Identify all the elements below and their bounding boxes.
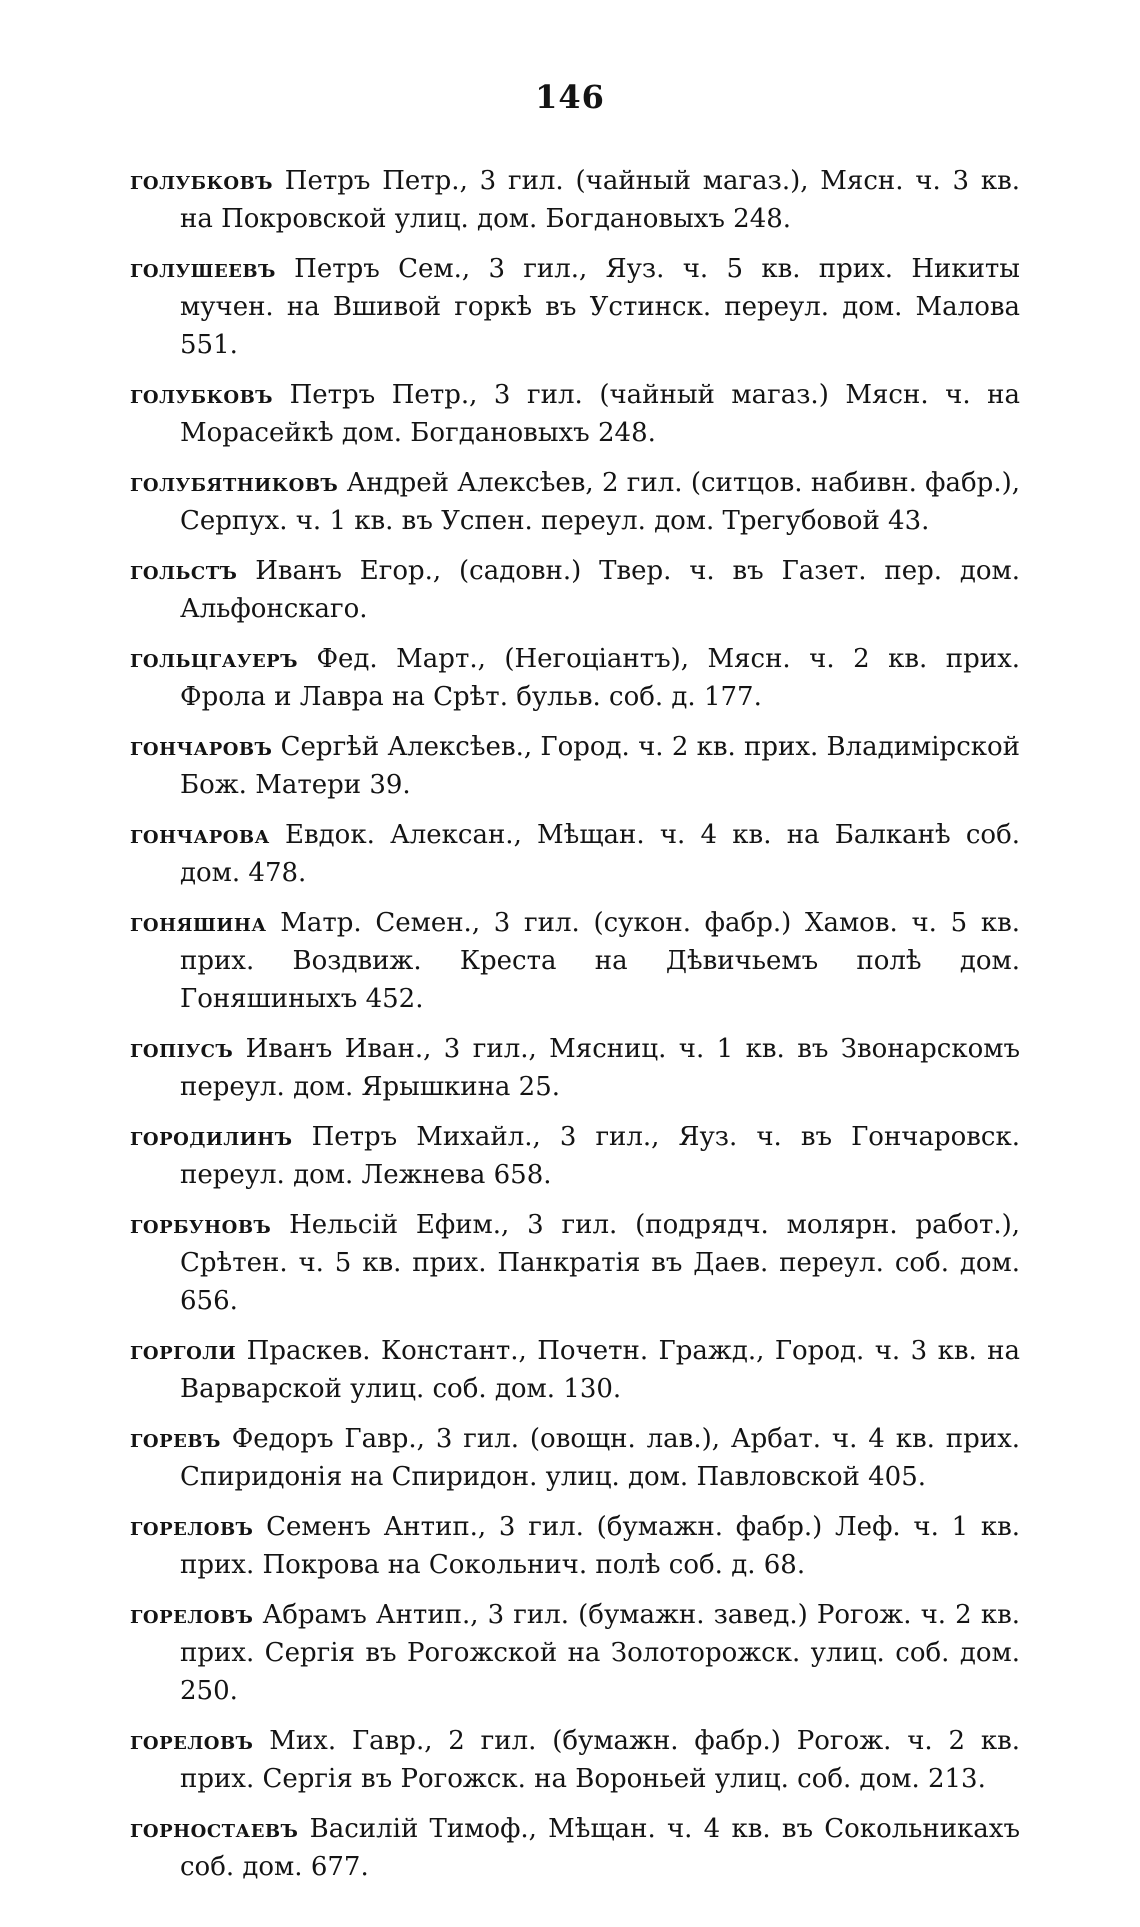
entry-details: Иванъ Егор., (садовн.) Твер. ч. въ Газет. пер. дом. Альфонскаго. (180, 556, 1020, 624)
entry-details: Петръ Петр., 3 гил. (чайный магаз.), Мясн. ч. 3 кв. на Покровской улиц. дом. Богдановыхъ 248. (180, 166, 1020, 234)
entry-details: Петръ Михайл., 3 гил., Яуз. ч. въ Гончаровск. переул. дом. Лежнева 658. (180, 1122, 1020, 1190)
directory-entry (130, 1596, 1020, 1710)
entry-surname: горностаевъ (130, 1814, 299, 1844)
directory-entry (130, 1420, 1020, 1496)
entry-surname: гоняшина (130, 908, 267, 938)
entry-surname: голубятниковъ (130, 468, 339, 498)
entry-surname: голубковъ (130, 380, 273, 410)
directory-entry (130, 1722, 1020, 1798)
directory-entry (130, 640, 1020, 716)
entry-details: Матр. Семен., 3 гил. (сукон. фабр.) Хамов. ч. 5 кв. прих. Воздвиж. Креста на Дѣвичьемъ полѣ дом. Гоняшиныхъ 452. (180, 908, 1020, 1014)
entry-surname: городилинъ (130, 1122, 293, 1152)
entry-details: Федоръ Гавр., 3 гил. (овощн. лав.), Арбат. ч. 4 кв. прих. Спиридонія на Спиридон. улиц. дом. Павловской 405. (180, 1424, 1020, 1492)
entry-surname: гореловъ (130, 1726, 254, 1756)
directory-entry (130, 162, 1020, 238)
directory-entry (130, 1508, 1020, 1584)
entry-details: Евдок. Алексан., Мѣщан. ч. 4 кв. на Балканѣ соб. дом. 478. (180, 820, 1020, 888)
entry-details: Семенъ Антип., 3 гил. (бумажн. фабр.) Леф. ч. 1 кв. прих. Покрова на Сокольнич. полѣ соб. д. 68. (180, 1512, 1021, 1580)
entry-details: Андрей Алексѣев, 2 гил. (ситцов. набивн. фабр.), Серпух. ч. 1 кв. въ Успен. переул. дом. Трегубовой 43. (180, 468, 1021, 536)
entry-details: Нельсій Ефим., 3 гил. (подрядч. молярн. работ.), Срѣтен. ч. 5 кв. прих. Панкратія въ Даев. переул. соб. дом. 656. (180, 1210, 1021, 1316)
entry-surname: голубковъ (130, 166, 273, 196)
entry-details: Сергѣй Алексѣев., Город. ч. 2 кв. прих. Владимірской Бож. Матери 39. (180, 732, 1020, 800)
entry-details: Мих. Гавр., 2 гил. (бумажн. фабр.) Рогож. ч. 2 кв. прих. Сергія въ Рогожск. на Вороньей улиц. соб. дом. 213. (180, 1726, 1021, 1794)
directory-entry (130, 464, 1020, 540)
entry-details: Петръ Сем., 3 гил., Яуз. ч. 5 кв. прих. Никиты мучен. на Вшивой горкѣ въ Устинск. переул. дом. Малова 551. (180, 254, 1020, 360)
entry-details: Фед. Март., (Негоціантъ), Мясн. ч. 2 кв. прих. Фрола и Лавра на Срѣт. бульв. соб. д. 177. (180, 644, 1021, 712)
entry-surname: гончаровъ (130, 732, 273, 762)
entry-surname: горевъ (130, 1424, 221, 1454)
entry-surname: гореловъ (130, 1512, 254, 1542)
entry-details: Иванъ Иван., 3 гил., Мясниц. ч. 1 кв. въ Звонарскомъ переул. дом. Ярышкина 25. (180, 1034, 1020, 1102)
entry-surname: гопіусъ (130, 1034, 234, 1064)
directory-entry (130, 1810, 1020, 1886)
directory-entry (130, 1030, 1020, 1106)
directory-entry (130, 552, 1020, 628)
directory-entry (130, 1332, 1020, 1408)
directory-entry (130, 1118, 1020, 1194)
directory-entry (130, 728, 1020, 804)
entry-surname: гольцгауеръ (130, 644, 298, 674)
entry-surname: гореловъ (130, 1600, 254, 1630)
entry-surname: гончарова (130, 820, 270, 850)
entry-surname: горголи (130, 1336, 237, 1366)
directory-entry (130, 250, 1020, 364)
directory-entry (130, 1206, 1020, 1320)
entry-details: Абрамъ Антип., 3 гил. (бумажн. завед.) Рогож. ч. 2 кв. прих. Сергія въ Рогожской на Золоторожск. улиц. соб. дом. 250. (180, 1600, 1021, 1706)
directory-entry (130, 904, 1020, 1018)
entry-surname: гольстъ (130, 556, 238, 586)
directory-entry (130, 376, 1020, 452)
entry-details: Петръ Петр., 3 гил. (чайный магаз.) Мясн. ч. на Морасейкѣ дом. Богдановыхъ 248. (180, 380, 1020, 448)
entry-details: Василій Тимоф., Мѣщан. ч. 4 кв. въ Сокольникахъ соб. дом. 677. (180, 1814, 1021, 1882)
directory-entry (130, 816, 1020, 892)
directory-entries (130, 162, 1020, 1898)
entry-surname: горбуновъ (130, 1210, 272, 1240)
entry-surname: голушеевъ (130, 254, 276, 284)
entry-details: Праскев. Констант., Почетн. Гражд., Город. ч. 3 кв. на Варварской улиц. соб. дом. 130. (180, 1336, 1020, 1404)
page-number: 146 (535, 78, 605, 116)
